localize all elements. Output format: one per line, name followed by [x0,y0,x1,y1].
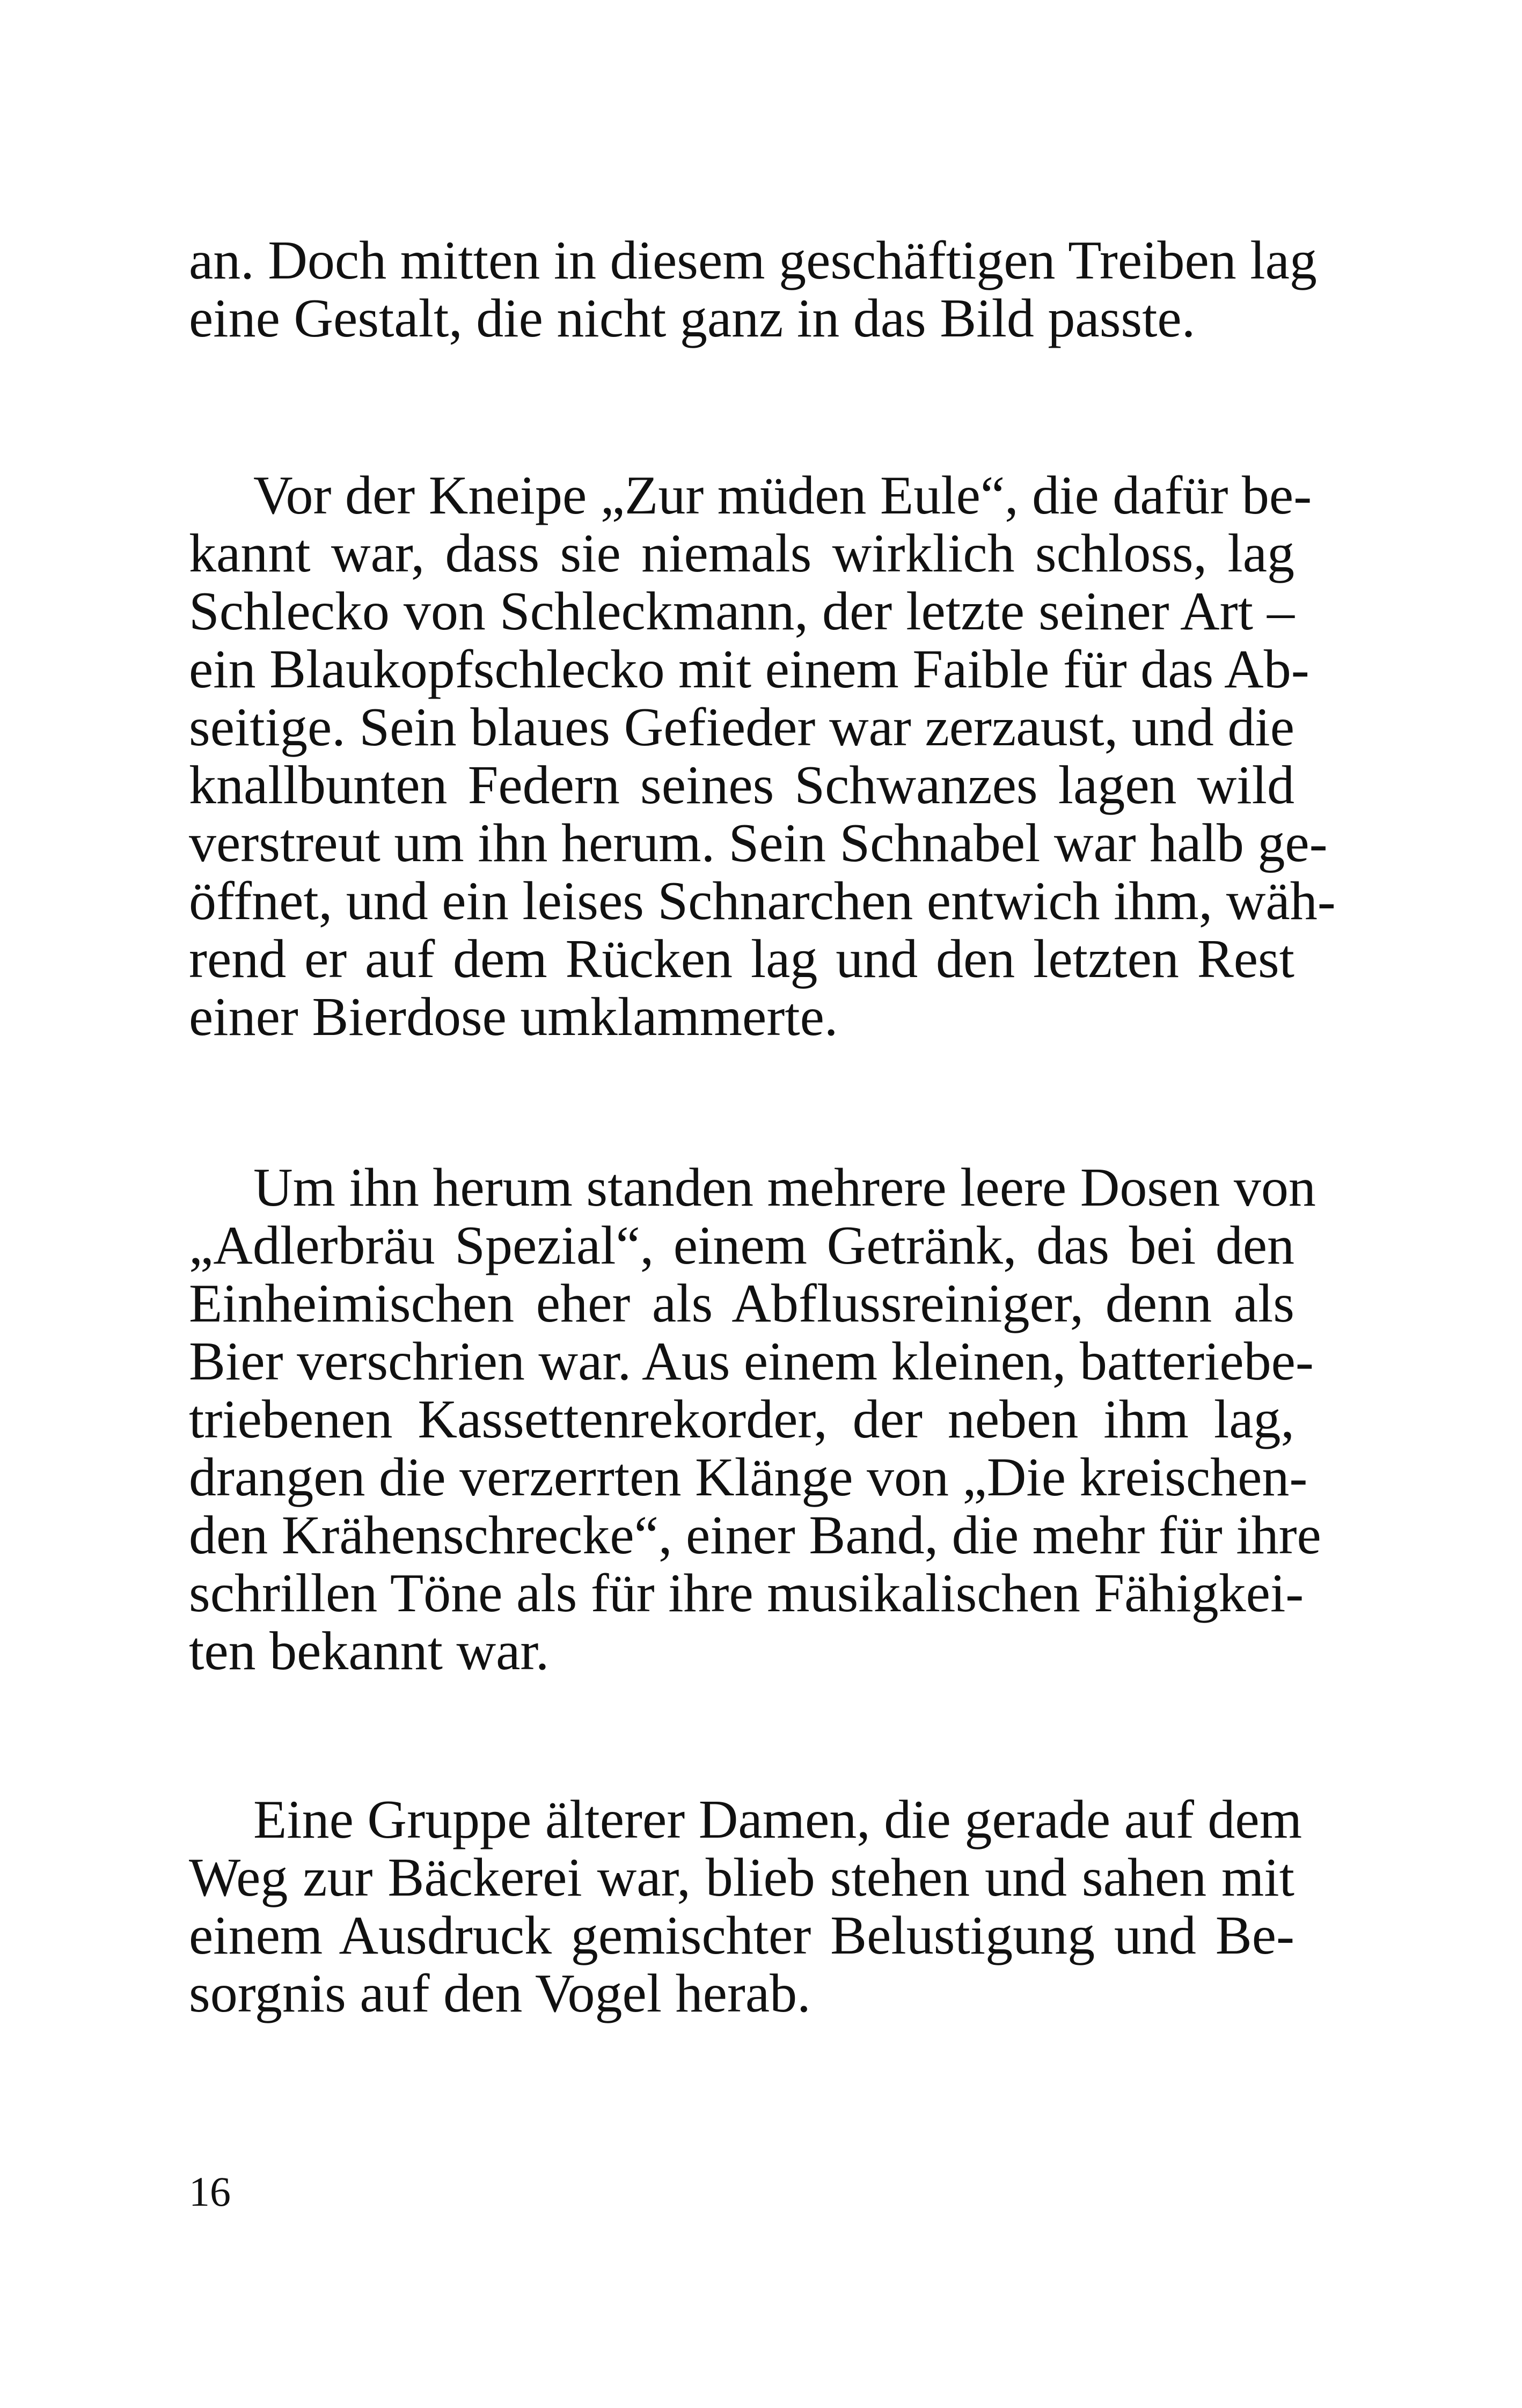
text-line: öffnet, und ein leises Schnarchen entwich ihm, wäh- [189,871,1336,931]
text-line: an. Doch mitten in diesem geschäftigen Treiben lag [189,230,1317,291]
paragraph [189,230,1317,349]
paragraph [189,1789,1303,2024]
text-line: knallbunten Federn seines Schwanzes lagen wild [189,755,1294,816]
text-line: eine Gestalt, die nicht ganz in das Bild passte. [189,288,1196,349]
text-line: Bier verschrien war. Aus einem kleinen, batteriebe- [189,1331,1314,1392]
text-line: ten bekannt war. [189,1621,550,1682]
text-line: schrillen Töne als für ihre musikalischen Fähigkei- [189,1563,1304,1624]
text-line: Eine Gruppe älterer Damen, die gerade auf dem [253,1789,1303,1850]
text-line: Schlecko von Schleckmann, der letzte seiner Art – [189,581,1294,642]
text-line: rend er auf dem Rücken lag und den letzten Rest [189,929,1294,989]
text-line: einer Bierdose umklammerte. [189,987,838,1047]
page-number: 16 [189,2168,231,2215]
text-line: Weg zur Bäckerei war, blieb stehen und sahen mit [189,1847,1294,1908]
text-line: den Krähenschrecke“, einer Band, die mehr für ihre [189,1505,1321,1566]
text-line: ein Blaukopfschlecko mit einem Faible für das Ab- [189,639,1309,700]
text-line: seitige. Sein blaues Gefieder war zerzaust, und die [189,697,1294,758]
text-line: Vor der Kneipe „Zur müden Eule“, die dafür be- [253,465,1312,526]
text-line: Einheimischen eher als Abflussreiniger, denn als [189,1273,1294,1334]
text-line: sorgnis auf den Vogel herab. [189,1963,811,2024]
paragraph [189,1157,1321,1682]
text-line: drangen die verzerrten Klänge von „Die kreischen- [189,1447,1308,1508]
text-line: kannt war, dass sie niemals wirklich schloss, lag [189,523,1294,584]
text-line: „Adlerbräu Spezial“, einem Getränk, das bei den [189,1215,1294,1276]
paragraph [189,465,1336,1047]
text-line: verstreut um ihn herum. Sein Schnabel war halb ge- [189,813,1328,873]
text-line: Um ihn herum standen mehrere leere Dosen von [253,1157,1316,1218]
text-line: triebenen Kassettenrekorder, der neben ihm lag, [189,1389,1294,1450]
text-line: einem Ausdruck gemischter Belustigung und Be- [189,1905,1294,1966]
